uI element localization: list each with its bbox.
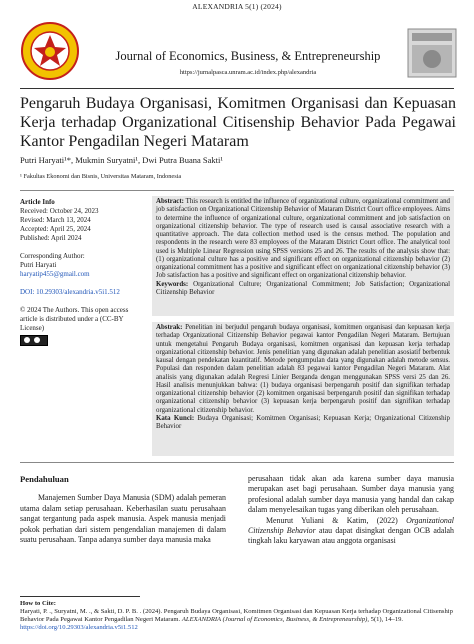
kata-kunci-label: Kata Kunci:	[156, 414, 195, 422]
journal-volume: ALEXANDRIA 5(1) (2024)	[192, 2, 282, 11]
corresponding-email-link[interactable]: haryatip455@gmail.com	[20, 270, 90, 278]
corresponding-label: Corresponding Author:	[20, 252, 85, 260]
ocb-paragraph	[248, 516, 454, 547]
footer-divider	[20, 596, 140, 597]
citation-doi-link[interactable]: https://doi.org/10.29303/alexandria.v5i1.512	[20, 624, 138, 631]
keywords-label: Keywords:	[156, 280, 189, 288]
citation-journal: ALEXANDRIA (Journal of Economics, Business, & Entrepreneurship)	[181, 616, 368, 623]
journal-header	[18, 13, 458, 85]
article-info-heading: Article Info	[20, 198, 55, 206]
abstract-indonesian	[152, 322, 454, 456]
journal-cover-icon	[406, 27, 458, 79]
doi-link[interactable]: DOI: 10.29303/alexandria.v5i1.512	[20, 288, 120, 296]
how-to-cite	[20, 600, 454, 632]
body-right-column	[248, 474, 454, 547]
abstrak-text: Penelitian ini berjudul pengaruh budaya organisasi, komitmen organisasi dan kepuasan kerja terhadap Organizational Citizenship Behavior pegawai kantor Pengadilan Negeri Mataram. Bertujuan untuk mengetahui Pengaruh Budaya organisasi, komitmen organisasi dan kepuasan kerja terhadap organizational citizenship behavior. Jenis penelitian yang digunakan adalah penelitian asosiatif berbentuk kausal dengan pendekatan kuantitatif. Metode pengumpulan data yang digunakan adalah metode sensus. Populasi dan responden dalam penelitian adalah 83 pegawai kantor Pengadilan Negeri Mataram. Alat analisis yang digunakan adalah Regresi Linier Berganda dengan menggunakan SPSS versi 25 dan 26. Hasil analisis menunjukkan bahwa: (1) budaya organisasi berpengaruh positif dan signifikan terhadap organizational citizenship behavior (2) komitmen organisasi berpengaruh positif dan signifikan terhadap organizational citizenship behavior (3) kepuasan kerja berpengaruh positif dan signifikan terhadap organizational citizenship behavior.	[156, 324, 450, 414]
intro-paragraph-continued: perusahaan tidak akan ada karena sumber daya manusia merupakan aset bagi perusahaan. Sumber daya manusia yang profesional adalah sumber daya manusia yang handal dan cakap dalam menyelesaikan tugas yang diberikan oleh perusahaan.	[248, 474, 454, 515]
abstract-label: Abstract:	[156, 198, 184, 205]
ocb-term: Organizational Citizenship Behavior	[248, 515, 454, 536]
journal-url[interactable]: https://jurnalpasca.unram.ac.id/index.php/alexandria	[179, 69, 317, 76]
license-text: © 2024 The Authors. This open access article is distributed under a (CC-BY License)	[20, 306, 129, 332]
kata-kunci-text: Budaya Organisasi; Komitmen Organisasi; Kepuasan Kerja; Organizational Citizenship Behavior	[156, 414, 450, 430]
article-title: Pengaruh Budaya Organisasi, Komitmen Organisasi dan Kepuasan Kerja terhadap Organizational Citisenship Behavior Pada Pegawai Kantor Pengadilan Negeri Mataram	[20, 95, 456, 150]
published-date: Published: April 2024	[20, 234, 82, 242]
journal-title: Journal of Economics, Business, & Entrepreneurship	[115, 49, 381, 63]
ocb-citation: Menurut Yuliani & Katim, (2022)	[266, 515, 407, 525]
university-logo-icon	[20, 21, 80, 81]
revised-date: Revised: March 13, 2024	[20, 216, 91, 224]
keywords-text: Organizational Culture; Organizational Commitment; Job Satisfaction; Organizational Citizenship Behavior	[156, 280, 450, 296]
how-to-cite-label: How to Cite:	[20, 600, 56, 607]
cc-by-license-icon[interactable]	[20, 335, 48, 346]
abstrak-label: Abstrak:	[156, 324, 183, 331]
body-left-column	[20, 474, 226, 545]
ocb-definition: atau dapat disingkat dengan OCB adalah tingkah laku karyawan atau anggota organisasi	[248, 526, 454, 546]
intro-paragraph: Manajemen Sumber Daya Manusia (SDM) adalah pemeran utama dalam setiap perusahaan. Keberhasilan suatu perusahaan sangat tergantung pada aspek manusia. Aspek manusia menjadi pokok perhatian dari sistem pengendalian manajemen di dalam suatu perusahaan. Tanpa adanya sumber daya manusia maka	[20, 493, 226, 545]
article-info	[20, 198, 140, 346]
citation-text: Haryati, P. ., Suryatni, M. ., & Sakti, D. P. B. . (2024). Pengaruh Budaya Organisasi, Komitmen Organisasi dan Kepuasan Kerja terhadap Organizational Citisenship Behavior Pada Pegawai Kantor Pengadilan Negeri Mataram.	[20, 608, 453, 623]
accepted-date: Accepted: April 25, 2024	[20, 225, 91, 233]
article-affiliation: ¹ Fakultas Ekonomi dan Bisnis, Universitas Mataram, Indonesia	[20, 173, 182, 180]
received-date: Received: October 24, 2023	[20, 207, 99, 215]
article-authors: Putri Haryati¹*, Mukmin Suryatni¹, Dwi Putra Buana Sakti¹	[20, 155, 223, 165]
abstract-text: This research is entitled the influence of organizational culture, organizational commitment and job satisfaction on Organizational Citizenship Behavior of Mataram District Court office employees. Aims to determine the influence of organizational culture, organizational commitment and job satisfaction on organizational citizenship behavior. The type of research used is causal associative research with a quantitative approach. The data collection method used is the census method. The population and respondents in the research were 83 employees of the Mataram District Court office. The analytical tool used is Multiple Linear Regression using SPSS versions 25 and 26. The results of the analysis show that: (1) organizational culture has a positive and significant effect on organizational citizenship behavior (2) organizational commitment has a positive and significant effect on organizational citizenship behavior (3) Job satisfaction has a positive and significant effect on organizational citizenship behavior.	[156, 198, 450, 280]
section-heading: Pendahuluan	[20, 474, 69, 484]
citation-pages: , 5(1), 14–19.	[367, 616, 404, 623]
abstract-english	[152, 196, 454, 316]
body-divider	[20, 462, 454, 463]
info-divider	[20, 190, 454, 191]
header-divider	[20, 88, 454, 89]
corresponding-name: Putri Haryati	[20, 261, 57, 269]
